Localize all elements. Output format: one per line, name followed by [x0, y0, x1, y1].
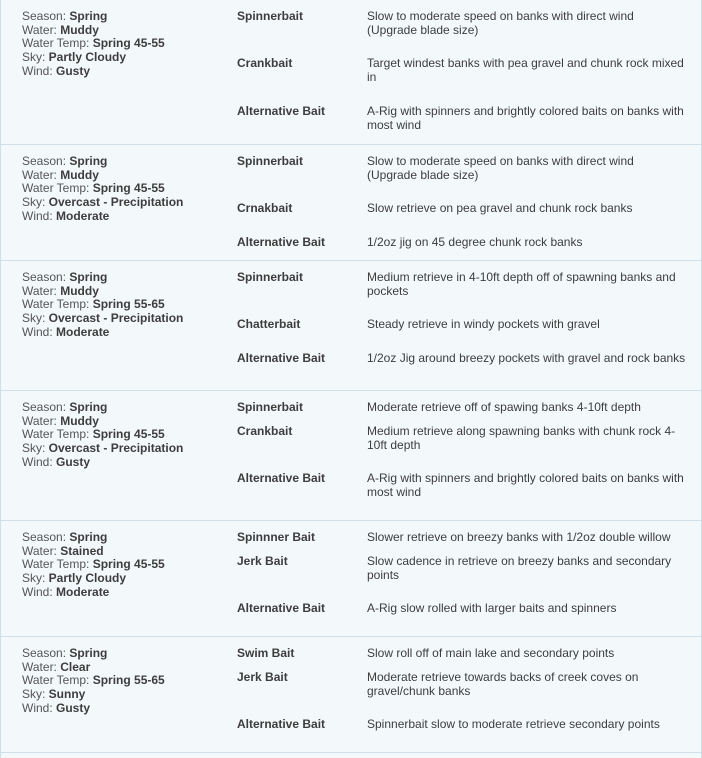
bait-name: Spinnner Bait [237, 530, 316, 544]
bait-name: Crnakbait [237, 201, 293, 215]
bait-description: Slow to moderate speed on banks with direct wind (Upgrade blade size) [367, 154, 634, 182]
condition-label: Wind: [22, 208, 57, 223]
bait-description: 1/2oz jig on 45 degree chunk rock banks [367, 235, 583, 249]
bait-name: Alternative Bait [237, 104, 326, 118]
condition-temp [22, 182, 183, 196]
condition-sky [22, 51, 165, 65]
condition-label: Water: [22, 413, 61, 428]
bait-description: Slow retrieve on pea gravel and chunk rock banks [367, 201, 633, 215]
condition-value: Clear [60, 659, 91, 674]
condition-value: Muddy [60, 167, 99, 182]
condition-label: Water: [22, 22, 61, 37]
bait-description: A-Rig with spinners and brightly colored baits on banks with most wind [367, 471, 684, 499]
condition-season [22, 647, 165, 661]
conditions-list [22, 271, 183, 340]
condition-block [1, 636, 701, 752]
condition-label: Water: [22, 283, 61, 298]
condition-value: Spring [69, 270, 108, 284]
bait-name: Spinnerbait [237, 154, 304, 168]
condition-label: Season: [22, 270, 70, 284]
condition-water [22, 24, 165, 38]
bait-description: Target windest banks with pea gravel and chunk rock mixed in [367, 56, 684, 84]
bait-description: Spinnerbait slow to moderate retrieve secondary points [367, 717, 660, 731]
condition-block [1, 0, 701, 144]
condition-value: Gusty [56, 63, 91, 78]
condition-value: Spring 45-55 [92, 181, 165, 196]
condition-value: Overcast - Precipitation [48, 311, 184, 326]
bait-name: Alternative Bait [237, 351, 326, 365]
condition-label: Sky: [22, 195, 49, 210]
condition-label: Season: [22, 9, 70, 23]
conditions-list [22, 401, 183, 470]
bait-description: A-Rig slow rolled with larger baits and spinners [367, 601, 617, 615]
condition-sky [22, 442, 183, 456]
condition-value: Overcast - Precipitation [48, 195, 184, 210]
condition-value: Overcast - Precipitation [48, 441, 184, 456]
condition-label: Wind: [22, 454, 57, 469]
bait-description: Medium retrieve in 4-10ft depth off of spawning banks and pockets [367, 270, 676, 298]
condition-sky [22, 572, 165, 586]
bait-name: Chatterbait [237, 317, 301, 331]
condition-wind [22, 456, 183, 470]
condition-value: Gusty [56, 454, 91, 469]
condition-value: Spring [69, 154, 108, 168]
condition-water [22, 285, 183, 299]
condition-label: Sky: [22, 311, 49, 326]
condition-label: Season: [22, 530, 70, 544]
condition-label: Wind: [22, 700, 57, 715]
condition-season [22, 155, 183, 169]
condition-temp [22, 298, 183, 312]
condition-label: Water Temp: [22, 427, 93, 442]
table-bottom-divider [1, 752, 701, 758]
bait-name: Crankbait [237, 424, 293, 438]
condition-value: Stained [60, 543, 104, 558]
condition-season [22, 531, 165, 545]
condition-sky [22, 688, 165, 702]
condition-temp [22, 428, 183, 442]
bait-name: Alternative Bait [237, 601, 326, 615]
conditions-list [22, 531, 165, 600]
condition-value: Spring 55-65 [92, 673, 165, 688]
condition-label: Season: [22, 646, 70, 660]
condition-label: Sky: [22, 687, 49, 702]
condition-value: Spring [69, 530, 108, 544]
condition-block [1, 520, 701, 636]
condition-water [22, 415, 183, 429]
condition-label: Sky: [22, 50, 49, 65]
condition-wind [22, 210, 183, 224]
condition-temp [22, 37, 165, 51]
conditions-list [22, 10, 165, 79]
bait-name: Alternative Bait [237, 235, 326, 249]
bait-name: Alternative Bait [237, 717, 326, 731]
condition-label: Season: [22, 154, 70, 168]
condition-water [22, 545, 165, 559]
condition-value: Spring [69, 646, 108, 660]
condition-label: Water Temp: [22, 297, 93, 312]
condition-value: Spring 45-55 [92, 557, 165, 572]
condition-value: Muddy [60, 22, 99, 37]
condition-season [22, 271, 183, 285]
bait-description: Medium retrieve along spawning banks with chunk rock 4-10ft depth [367, 424, 676, 452]
condition-value: Muddy [60, 413, 99, 428]
bait-description: Slow cadence in retrieve on breezy banks and secondary points [367, 554, 672, 582]
condition-label: Water Temp: [22, 673, 93, 688]
condition-label: Season: [22, 400, 70, 414]
condition-label: Water Temp: [22, 181, 93, 196]
bait-name: Jerk Bait [237, 670, 288, 684]
bait-description: 1/2oz Jig around breezy pockets with gravel and rock banks [367, 351, 686, 365]
condition-water [22, 169, 183, 183]
condition-value: Partly Cloudy [48, 50, 127, 65]
bait-description: Moderate retrieve off of spawing banks 4-10ft depth [367, 400, 641, 414]
condition-wind [22, 586, 165, 600]
bait-name: Spinnerbait [237, 9, 304, 23]
bait-description: Moderate retrieve towards backs of creek coves on gravel/chunk banks [367, 670, 639, 698]
condition-label: Sky: [22, 441, 49, 456]
condition-value: Muddy [60, 283, 99, 298]
bait-name: Spinnerbait [237, 270, 304, 284]
condition-temp [22, 674, 165, 688]
bait-description: Steady retrieve in windy pockets with gravel [367, 317, 600, 331]
bait-name: Spinnerbait [237, 400, 304, 414]
condition-block [1, 144, 701, 260]
conditions-list [22, 155, 183, 224]
bait-name: Alternative Bait [237, 471, 326, 485]
condition-season [22, 10, 165, 24]
condition-label: Water: [22, 167, 61, 182]
condition-value: Moderate [56, 208, 110, 223]
condition-value: Spring [69, 400, 108, 414]
condition-label: Wind: [22, 63, 57, 78]
condition-value: Spring 45-55 [92, 427, 165, 442]
bait-description: Slow roll off of main lake and secondary points [367, 646, 615, 660]
condition-value: Spring 55-65 [92, 297, 165, 312]
condition-value: Sunny [48, 687, 86, 702]
condition-label: Sky: [22, 571, 49, 586]
condition-block [1, 390, 701, 520]
condition-sky [22, 196, 183, 210]
condition-value: Moderate [56, 324, 110, 339]
condition-label: Water: [22, 659, 61, 674]
condition-label: Water: [22, 543, 61, 558]
conditions-list [22, 647, 165, 716]
condition-sky [22, 312, 183, 326]
condition-wind [22, 326, 183, 340]
bait-description: Slower retrieve on breezy banks with 1/2oz double willow [367, 530, 671, 544]
condition-water [22, 661, 165, 675]
bait-name: Swim Bait [237, 646, 295, 660]
condition-wind [22, 65, 165, 79]
bait-description: Slow to moderate speed on banks with direct wind (Upgrade blade size) [367, 9, 634, 37]
condition-value: Moderate [56, 584, 110, 599]
condition-value: Partly Cloudy [48, 571, 127, 586]
condition-label: Water Temp: [22, 557, 93, 572]
bait-name: Crankbait [237, 56, 293, 70]
condition-label: Wind: [22, 324, 57, 339]
condition-season [22, 401, 183, 415]
condition-wind [22, 702, 165, 716]
condition-value: Spring [69, 9, 108, 23]
condition-block [1, 260, 701, 390]
condition-label: Water Temp: [22, 36, 93, 51]
bait-name: Jerk Bait [237, 554, 288, 568]
condition-temp [22, 558, 165, 572]
condition-label: Wind: [22, 584, 57, 599]
bait-description: A-Rig with spinners and brightly colored baits on banks with most wind [367, 104, 684, 132]
condition-value: Gusty [56, 700, 91, 715]
condition-value: Spring 45-55 [92, 36, 165, 51]
